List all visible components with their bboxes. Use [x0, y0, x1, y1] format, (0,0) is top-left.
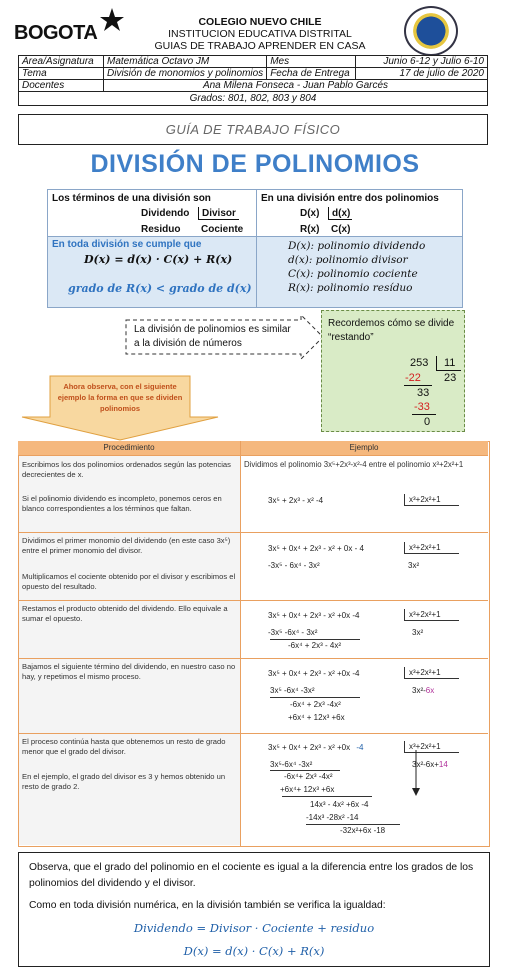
- info-table: [18, 55, 488, 106]
- table-row: [18, 600, 488, 601]
- step1-divisor: x³+2x²+1: [404, 494, 459, 506]
- term-dividendo: Dividendo: [141, 208, 190, 219]
- terms-left-title: Los términos de una división son: [52, 193, 211, 204]
- table-row: [18, 455, 488, 456]
- topic-label: Tema: [19, 68, 104, 80]
- step3-line: [270, 639, 360, 640]
- step4-divisor: x³+2x²+1: [404, 667, 459, 679]
- step5-line3: [306, 824, 400, 825]
- step5-dividend-tail: -4: [356, 743, 364, 752]
- step5-text1: El proceso continúa hasta que obtenemos un resto de grado menor que el grado del divisor.: [22, 737, 226, 756]
- always-title: En toda división se cumple que: [52, 239, 202, 250]
- bottom-eq2: D(x) = d(x) · C(x) + R(x): [183, 944, 325, 958]
- table-row: [18, 733, 488, 734]
- step5-divisor: x³+2x²+1: [404, 741, 459, 753]
- term-rx: R(x): [300, 224, 320, 235]
- area-value: Matemática Octavo JM: [104, 56, 267, 68]
- step3-text1: Restamos el producto obtenido del dividendo. Ello equivale a sumar el opuesto.: [22, 604, 228, 623]
- step2-text2: Multiplicamos el cociente obtenido por el divisor y escribimos el opuesto del resultado.: [22, 572, 236, 591]
- remember-divisor: 11: [444, 357, 456, 369]
- step5-line1: [270, 770, 340, 771]
- terms-box: [47, 189, 463, 308]
- bottom-text1: Observa, que el grado del polinomio en el cociente es igual a la diferencia entre los grados de los polinomios del dividendo y el divisor.: [29, 862, 474, 889]
- remember-line2: [412, 414, 436, 415]
- term-cociente: Cociente: [201, 224, 244, 235]
- arrow-text: Ahora observa, con el siguiente ejemplo la forma en que se dividen polinomios: [57, 382, 183, 413]
- step3-divisor: x³+2x²+1: [404, 609, 459, 621]
- step1-text2: Si el polinomio dividendo es incompleto, ponemos ceros en blanco correspondientes a los términos que faltan.: [22, 494, 222, 513]
- def-divisor: d(x): polinomio divisor: [288, 254, 408, 266]
- step5-line2: [282, 796, 372, 797]
- star-icon: [98, 6, 126, 34]
- step4-result: -6x⁴ + 2x³ -4x²: [290, 700, 341, 709]
- table-row: [18, 532, 488, 533]
- step2-subtract: -3x⁵ - 6x⁴ - 3x²: [268, 561, 320, 570]
- def-cociente: C(x): polinomio cociente: [288, 268, 418, 280]
- terms-right-title: En una división entre dos polinomios: [261, 193, 439, 204]
- step4-subtract: 3x⁵ -6x⁴ -3x²: [270, 686, 315, 695]
- delivery-value: 17 de julio de 2020: [356, 68, 488, 80]
- remember-quotient: 23: [444, 372, 457, 384]
- term-ddx: d(x): [328, 207, 352, 220]
- bottom-note: [18, 852, 490, 967]
- step5-r4: -14x³ -28x² -14: [306, 813, 359, 822]
- bogota-logo: [14, 14, 124, 48]
- col-ejemplo: Ejemplo: [349, 443, 379, 452]
- remember-dividend: 253: [410, 357, 429, 369]
- step4-quotient: 3x²-: [412, 686, 426, 695]
- term-divisor: Divisor: [198, 207, 239, 220]
- teachers-label: Docentes: [19, 80, 104, 92]
- guide-title: GUÍA DE TRABAJO FÍSICO: [165, 122, 341, 137]
- step4-quotient-new: 6x: [425, 686, 435, 695]
- step3-dividend: 3x⁵ + 0x⁴ + 2x³ - x² +0x -4: [268, 611, 360, 620]
- identity-formula: D(x) = d(x) · C(x) + R(x): [84, 253, 233, 266]
- step4-dividend: 3x⁵ + 0x⁴ + 2x³ - x² +0x -4: [268, 669, 360, 678]
- teachers-value: Ana Milena Fonseca - Juan Pablo Garcés: [104, 80, 488, 92]
- step1-intro: Dividimos el polinomio 3x⁵+2x³-x²-4 entre el polinomio x³+2x²+1: [244, 460, 464, 469]
- col-procedimiento: Procedimiento: [103, 443, 155, 452]
- step5-subtract: 3x⁵-6x⁴ -3x²: [270, 760, 313, 769]
- institution-name: INSTITUCION EDUCATIVA DISTRITAL: [168, 28, 352, 40]
- remember-sub1: -22: [405, 372, 421, 384]
- bottom-eq1: Dividendo = Divisor · Cociente + residuo: [133, 921, 375, 935]
- step5-quotient-new: 14: [438, 760, 448, 769]
- main-title: DIVISIÓN DE POLINOMIOS: [90, 150, 420, 178]
- step2-divisor: x³+2x²+1: [404, 542, 459, 554]
- step5-r5: -32x²+6x -18: [340, 826, 386, 835]
- area-label: Área/Asignatura: [19, 56, 104, 68]
- topic-value: División de monomios y polinomios: [104, 68, 267, 80]
- def-residuo: R(x): polinomio resíduo: [288, 282, 413, 294]
- step5-r1: -6x⁴+ 2x³ -4x²: [284, 772, 333, 781]
- delivery-label: Fecha de Entrega: [267, 68, 356, 80]
- step5-dividend: 3x⁵ + 0x⁴ + 2x³ - x² +0x: [268, 743, 351, 752]
- month-value: Junio 6-12 y Julio 6-10: [356, 56, 488, 68]
- term-residuo: Residuo: [141, 224, 181, 235]
- step3-subtract: -3x⁵ -6x⁴ - 3x²: [268, 628, 318, 637]
- step5-r2: +6x⁴+ 12x³ +6x: [280, 785, 335, 794]
- month-label: Mes: [267, 56, 356, 68]
- step2-quotient: 3x²: [408, 561, 420, 570]
- step2-dividend: 3x⁵ + 0x⁴ + 2x³ - x² + 0x - 4: [268, 544, 364, 553]
- step1-text1: Escribimos los dos polinomios ordenados según las potencias decrecientes de x.: [22, 460, 231, 479]
- remember-sub2: -33: [414, 401, 430, 413]
- step2-text1: Dividimos el primer monomio del dividendo (en este caso 3x⁵) entre el primer monomio del divisor.: [22, 536, 231, 555]
- step3-result: -6x⁴ + 2x³ - 4x²: [288, 641, 342, 650]
- step5-text2: En el ejemplo, el grado del divisor es 3 y hemos obtenido un resto de grado 2.: [22, 772, 226, 791]
- step5-r3: 14x³ - 4x² +6x -4: [310, 800, 369, 809]
- guide-title-box: [18, 114, 488, 145]
- remember-partial: 33: [417, 387, 430, 399]
- step4-add: +6x⁴ + 12x³ +6x: [288, 713, 345, 722]
- term-dx: D(x): [300, 208, 320, 219]
- step5-quotient: 3x²-6x+: [412, 760, 439, 769]
- program-name: GUIAS DE TRABAJO APRENDER EN CASA: [154, 40, 366, 52]
- callout-text: La división de polinomios es similar a la división de números: [134, 324, 291, 349]
- bottom-text2: Como en toda división numérica, en la división también se verifica la igualdad:: [29, 900, 386, 911]
- grades: Grados: 801, 802, 803 y 804: [19, 92, 488, 106]
- logo-text: BOGOTA: [14, 22, 98, 44]
- school-seal: [404, 6, 458, 56]
- school-name: COLEGIO NUEVO CHILE: [198, 16, 322, 28]
- term-cx: C(x): [331, 224, 351, 235]
- bring-down-arrow-icon: [412, 750, 420, 796]
- remember-box: [321, 310, 465, 432]
- remember-rest: 0: [424, 416, 431, 428]
- degree-formula: grado de R(x) < grado de d(x): [68, 282, 252, 295]
- def-dividendo: D(x): polinomio dividendo: [288, 240, 426, 252]
- table-row: [18, 658, 488, 659]
- remember-line1: [404, 385, 432, 386]
- step4-text1: Bajamos el siguiente término del dividendo, en nuestro caso no hay, y repetimos el mismo proceso.: [22, 662, 236, 681]
- step3-quotient: 3x²: [412, 628, 424, 637]
- step1-dividend: 3x⁵ + 2x³ - x² -4: [268, 496, 324, 505]
- step4-line: [270, 697, 360, 698]
- remember-text: Recordemos cómo se divide “restando”: [328, 318, 455, 343]
